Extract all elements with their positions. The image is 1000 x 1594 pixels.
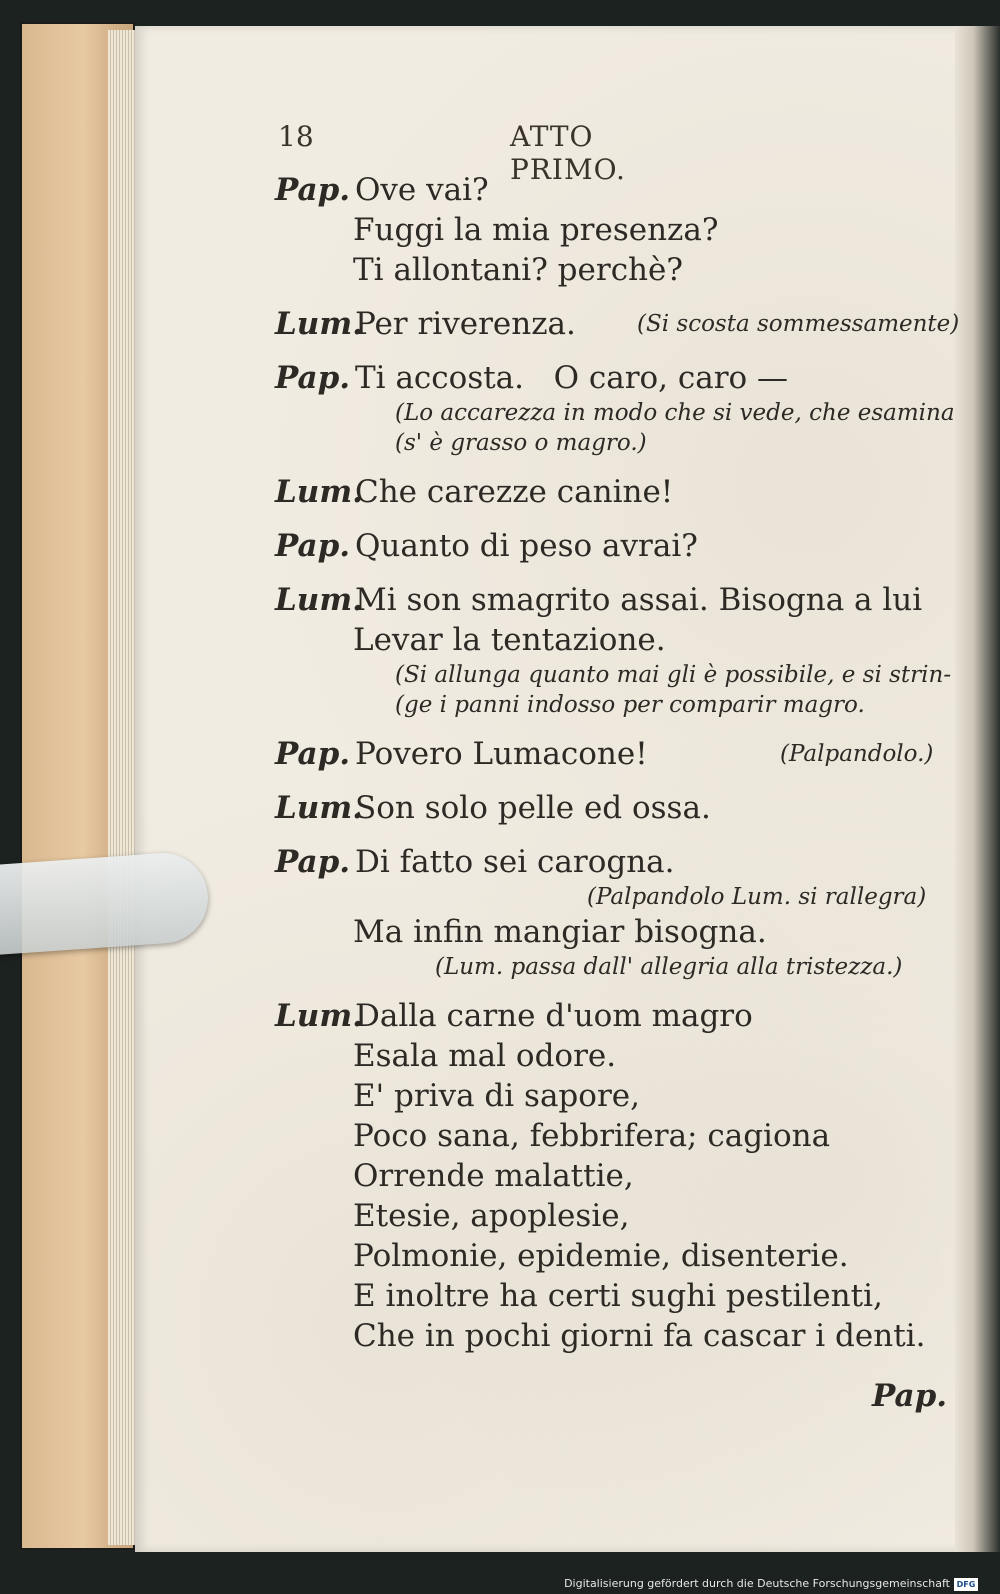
page-holder-clip [0, 850, 211, 956]
speaker: Lum. [275, 790, 363, 826]
digitization-credit: Digitalisierung gefördert durch die Deutsche Forschungsgemeinschaft [564, 1577, 950, 1590]
dialogue-line [275, 304, 960, 344]
verse: Che carezze canine! [355, 474, 674, 510]
speaker: Pap. [275, 736, 351, 772]
verse-line: Esala mal odore. [353, 1038, 617, 1074]
page-edges [108, 30, 137, 1545]
stage-direction: (Palpandolo Lum. si rallegra) [587, 884, 927, 910]
verse-line: Che in pochi giorni fa cascar i denti. [353, 1318, 926, 1354]
verse-line: Poco sana, febbrifera; cagiona [353, 1118, 831, 1154]
speaker: Lum. [275, 582, 363, 618]
verse-line: Fuggi la mia presenza? [353, 212, 719, 248]
page-header [278, 120, 718, 186]
speaker: Lum. [275, 998, 363, 1034]
speaker: Pap. [275, 360, 351, 396]
verse: Dalla carne d'uom magro [355, 998, 753, 1034]
verse: Per riverenza. [355, 306, 576, 342]
dialogue-line [275, 996, 955, 1036]
stage-direction: (ge i panni indosso per comparir magro. [395, 692, 865, 718]
verse-line: Ti allontani? perchè? [353, 252, 683, 288]
verse: Quanto di peso avrai? [355, 528, 698, 564]
verse-line: Orrende malattie, [353, 1158, 634, 1194]
dialogue-line [275, 580, 955, 620]
speaker: Pap. [275, 844, 351, 880]
verse: Povero Lumacone! [355, 736, 648, 772]
dialogue-line [275, 788, 955, 828]
speaker: Pap. [275, 528, 351, 564]
verse: Di fatto sei carogna. [355, 844, 675, 880]
stage-direction: (Lum. passa dall' allegria alla tristezza.) [435, 954, 903, 980]
stage-direction: (Si scosta sommessamente) [637, 311, 960, 337]
verse-line: Levar la tentazione. [353, 622, 666, 658]
stage-direction: (Si allunga quanto mai gli è possibile, e si strin- [395, 662, 952, 688]
catchword: Pap. [872, 1378, 948, 1414]
stage-direction: (s' è grasso o magro.) [395, 430, 647, 456]
dialogue-line [275, 358, 955, 398]
verse: Mi son smagrito assai. Bisogna a lui [355, 582, 923, 618]
verse-line: E' priva di sapore, [353, 1078, 640, 1114]
verse: Ove vai? [355, 172, 489, 208]
verse: Son solo pelle ed ossa. [355, 790, 711, 826]
dialogue-line [275, 472, 955, 512]
dialogue-line [275, 842, 955, 882]
stage-direction: (Lo accarezza in modo che si vede, che esamina [395, 400, 955, 426]
verse-line: Polmonie, epidemie, disenterie. [353, 1238, 849, 1274]
dialogue-line [275, 170, 955, 210]
verse-line: Etesie, apoplesie, [353, 1198, 630, 1234]
speaker: Lum. [275, 474, 363, 510]
stage-direction: (Palpandolo.) [780, 741, 934, 767]
speaker: Lum. [275, 306, 363, 342]
dfg-logo: DFG [954, 1578, 978, 1591]
book-gutter [955, 26, 1000, 1552]
dialogue-line [275, 734, 955, 774]
speaker: Pap. [275, 172, 351, 208]
page-number: 18 [278, 120, 314, 153]
verse: Ti accosta. O caro, caro — [355, 360, 789, 396]
dialogue-line [275, 526, 955, 566]
verse-line: E inoltre ha certi sughi pestilenti, [353, 1278, 883, 1314]
running-title: ATTO PRIMO. [510, 120, 626, 186]
verse-line: Ma infin mangiar bisogna. [353, 914, 767, 950]
play-text [275, 170, 960, 1356]
